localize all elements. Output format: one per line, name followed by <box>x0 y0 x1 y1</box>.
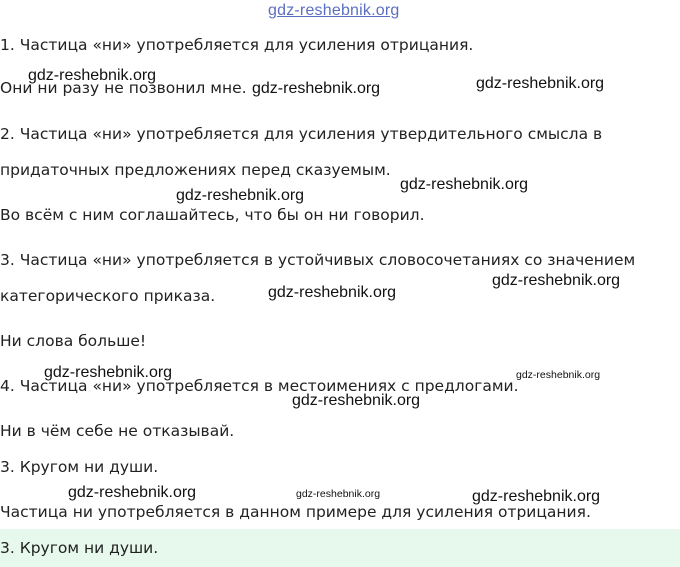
example-4-text: Ни в чём себе не отказывай. <box>0 422 235 440</box>
watermark-small: gdz-reshebnik.org <box>516 369 601 381</box>
rule-1-text: 1. Частица «ни» употребляется для усиления отрицания. <box>0 36 474 54</box>
rule-4-text: 4. Частица «ни» употребляется в местоимениях с предлогами. <box>0 377 519 395</box>
watermark: gdz-reshebnik.org <box>292 392 421 409</box>
example-1-text: Они ни разу не позвонил мне. <box>0 79 247 97</box>
rule-3-text-line1: 3. Частица «ни» употребляется в устойчивых словосочетаниях со значением <box>0 251 636 269</box>
watermark: gdz-reshebnik.org <box>400 176 529 193</box>
rule-2-text-line2: придаточных предложениях перед сказуемым. <box>0 161 391 179</box>
example-2-text: Во всём с ним соглашайтесь, что бы он ни говорил. <box>0 206 425 224</box>
watermark: gdz-reshebnik.org <box>252 80 381 97</box>
watermark: gdz-reshebnik.org <box>476 75 605 92</box>
answer-text: 3. Кругом ни души. <box>0 539 159 557</box>
question-text: 3. Кругом ни души. <box>0 458 159 476</box>
watermark: gdz-reshebnik.org <box>176 187 305 204</box>
watermark: gdz-reshebnik.org <box>44 364 173 381</box>
watermark: gdz-reshebnik.org <box>472 488 601 505</box>
rule-3-text-line2: категорического приказа. <box>0 287 216 305</box>
rule-2-text-line1: 2. Частица «ни» употребляется для усиления утвердительного смысла в <box>0 125 603 143</box>
watermark: gdz-reshebnik.org <box>492 272 621 289</box>
watermark: gdz-reshebnik.org <box>68 484 197 501</box>
explanation-text: Частица ни употребляется в данном примере для усиления отрицания. <box>0 503 591 521</box>
answer-box <box>0 529 680 567</box>
watermark: gdz-reshebnik.org <box>268 284 397 301</box>
watermark: gdz-reshebnik.org <box>28 67 157 84</box>
watermark-small: gdz-reshebnik.org <box>296 488 381 500</box>
watermark-top-link[interactable]: gdz-reshebnik.org <box>268 2 400 19</box>
example-3-text: Ни слова больше! <box>0 332 147 350</box>
